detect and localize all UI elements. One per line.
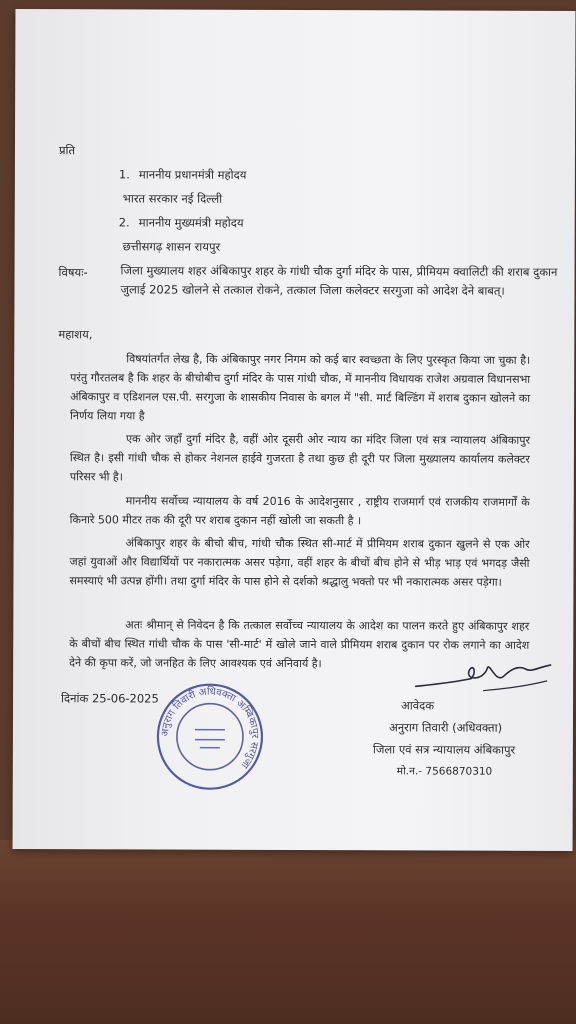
paragraph-5: अतः श्रीमान् से निवेदन है कि तत्काल सर्वोच्च न्यायालय के आदेश का पालन करते हुए अंबिकापुर शहर के बीचों बीच स्थित गांधी चौक के पास 'सी-मार्ट' में खोले जाने वाले प्रीमियम शराब दुकान पर रोक लगाने का आदेश देने की कृपा करें, जो जनहित के लिए आवश्यक एवं अनिवार्य है।	[69, 618, 530, 671]
paragraph-1: विषयांतर्गत लेख है, कि अंबिकापुर नगर निगम को कई बार स्वच्छता के लिए पुरस्कृत किया जा चुका है। परंतु गौरतलब है कि शहर के बीचोबीच दुर्गा मंदिर के पास गांधी चौक, में माननीय विधायक राजेश अग्रवाल विधानसभा अंबिकापुर व एडिशनल एस.पी. सरगुजा के शासकीय निवास के बगल में "सी. मार्ट बिल्डिंग में शराब दुकान खोलने का निर्णय लिया गया है	[70, 352, 531, 423]
applicant-label: आवेदक	[401, 698, 435, 713]
to-label: प्रति	[58, 143, 76, 158]
background-floor	[0, 840, 576, 1024]
recipient-2-title: माननीय मुख्यमंत्री महोदय	[138, 215, 244, 230]
applicant-name: अनुराग तिवारी (अधिवक्ता)	[388, 720, 503, 735]
letter-page	[13, 9, 576, 851]
paragraph-4: अंबिकापुर शहर के बीचो बीच, गांधी चौक स्थित सी-मार्ट में प्रीमियम शराब दुकान खुलने से एक ओर जहां युवाओं और विद्यार्थियों पर नकारात्मक असर पड़ेगा, वहीं शहर के बीचों बीच होने से भीड़ भाड़ एवं भगदड़ जैसी समस्याएं भी उत्पन्न होंगी। तथा दुर्गा मंदिर के पास होने से दर्शको श्रद्धालु भक्तो पर भी नकारात्मक असर पड़ेगा।	[69, 536, 530, 589]
recipient-2-office: छत्तीसगढ़ शासन रायपुर	[122, 239, 221, 254]
recipient-1-office: भारत सरकार नई दिल्ली	[122, 191, 223, 206]
advocate-seal-stamp	[155, 682, 265, 792]
paragraph-3: माननीय सर्वोच्च न्यायालय के वर्ष 2016 के आदेशनुसार , राष्ट्रीय राजमार्ग एवं राजकीय राजमार्गों के किनारे 500 मीटर तक की दूरी पर शराब दुकान नहीं खोली जा सकती है ।	[69, 494, 530, 528]
subject-text: जिला मुख्यालय शहर अंबिकापुर शहर के गांधी चौक दुर्गा मंदिर के पास, प्रीमियम क्वालिटी की शराब दुकान जुलाई 2025 खोलने से तत्काल रोकने, तत्काल जिला कलेक्टर सरगुजा को आदेश देने बाबत्।	[120, 263, 558, 298]
date: दिनांक 25-06-2025	[61, 691, 159, 706]
stamp-ring-text: अनुराग तिवारी अधिवक्ता अम्बिकापुर सरगुजा	[159, 686, 260, 771]
subject-label: विषयः-	[58, 265, 88, 280]
signature	[413, 650, 553, 700]
applicant-mobile: मो.न.- 7566870310	[396, 765, 493, 778]
paragraph-2: एक ओर जहाँ दुर्गा मंदिर है, वहीं ओर दूसरी ओर न्याय का मंदिर जिला एवं सत्र न्यायालय अंबिकापुर स्थित है। इसी गांधी चौक से होकर नेशनल हाईवे गुजरता है तथा कुछ ही दूरी पर जिला मुख्यालय कार्यालय कलेक्टर परिसर भी है।	[69, 432, 530, 484]
recipient-1-title: माननीय प्रधानमंत्री महोदय	[138, 167, 247, 182]
recipient-2-number: 2.	[118, 215, 130, 230]
applicant-court: जिला एवं सत्र न्यायालय अंबिकापुर	[372, 742, 516, 757]
salutation: महाशय,	[58, 327, 93, 342]
recipient-1-number: 1.	[118, 167, 130, 182]
